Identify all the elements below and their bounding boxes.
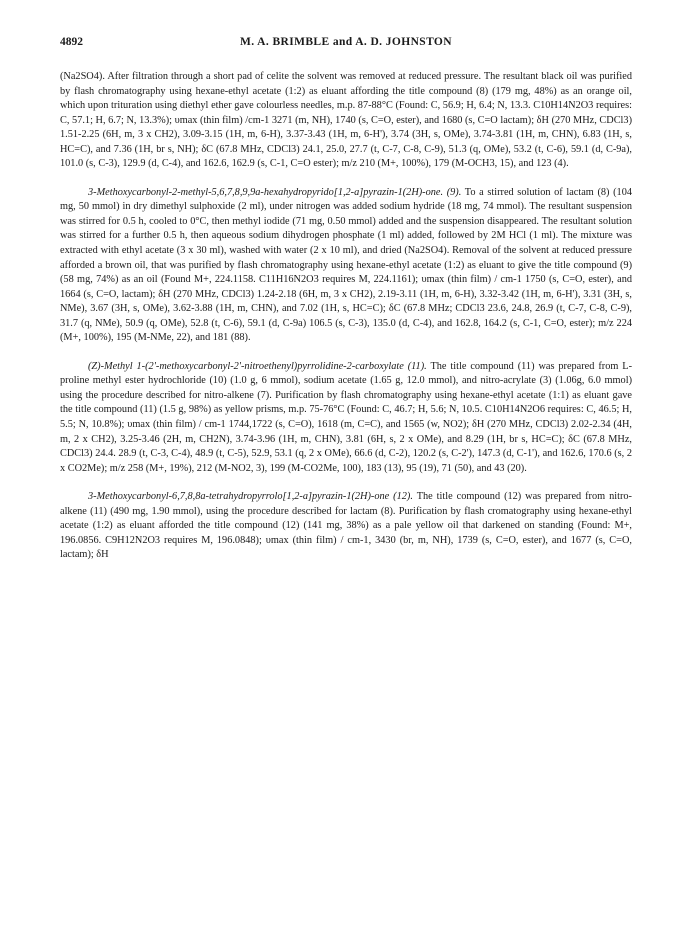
paragraph-compound-12	[60, 490, 632, 563]
paragraph-text: To a stirred solution of lactam (8) (104 mg, 50 mmol) in dry dimethyl sulphoxide (2 ml), under nitrogen was added sodium hydride (18 mg, 74 mmol). The resultant suspension was stirred for 0.5 h, cooled to 0°C, then methyl iodide (71 mg, 0.50 mmol) added and the suspension disappeared. The resultant solution was stirred for a further 0.5 h, then aqueous sodium dihydrogen phosphate (1 ml) added, followed by 2M HCl (1 ml). The mixture was extracted with ethyl acetate (3 x 30 ml), washed with water (2 x 10 ml), and dried (Na2SO4). Removal of the solvent at reduced pressure afforded a brown oil, that was purified by flash chromatography using hexane-ethyl acetate (1:2) as eluant to give the title compound (9) (58 mg, 74%) as an oil (Found M+, 224.1158. C11H16N2O3 requires M, 224.1161); υmax (thin film) / cm-1 1750 (s, C=O, ester), and 1664 (s, C=O, lactam); δH (270 MHz, CDCl3) 1.24-2.18 (6H, m, 3 x CH2), 2.19-3.11 (1H, m, 6-H), 3.32-3.42 (1H, m, 6-H'), 3.31 (3H, s, NMe), 3.67 (3H, s, OMe), 3.62-3.88 (1H, m, CHN), and 7.02 (1H, s, HC=C); δC (67.8 MHz; CDCl3 23.6, 24.8, 26.9 (t, C-7, C-8, C-9), 31.7 (q, NMe), 50.9 (q, OMe), 52.8 (t, C-6), 59.1 (d, C-9a) 106.5 (s, C-3), 135.0 (d, C-4), and 162.8, 164.2 (s, C-1, C=O, ester); m/z 224 (M+, 100%), 195 (M-NMe, 22), and 181 (88).	[60, 186, 632, 344]
paragraph-compound-9	[60, 186, 632, 346]
running-head-authors: M. A. BRIMBLE and A. D. JOHNSTON	[240, 36, 452, 48]
compound-heading: 3-Methoxycarbonyl-2-methyl-5,6,7,8,9,9a-hexahydropyrido[1,2-a]pyrazin-1(2H)-one. (9).	[88, 186, 462, 198]
page-number: 4892	[60, 36, 83, 48]
paragraph-text: (Na2SO4). After filtration through a short pad of celite the solvent was removed at reduced pressure. The resultant black oil was purified by flash chromatography using hexane-ethyl acetate (1:2) as eluant affording the title compound (8) (179 mg, 48%) as an orange oil, which upon trituration using diethyl ether gave colourless needles, m.p. 87-88°C (Found: C, 56.9; H, 6.4; N, 13.3. C10H14N2O3 requires: C, 57.1; H, 6.7; N, 13.3%); υmax (thin film) /cm-1 3271 (m, NH), 1740 (s, C=O, ester), and 1680 (s, C=O lactam); δH (270 MHz, CDCl3) 1.51-2.25 (6H, m, 3 x CH2), 3.09-3.15 (1H, m, 6-H), 3.37-3.43 (1H, m, 6-H'), 3.74 (3H, s, OMe), 3.74-3.81 (1H, m, CHN), 6.83 (1H, s, HC=C), and 7.36 (1H, br s, NH); δC (67.8 MHz, CDCl3) 24.1, 25.0, 27.7 (t, C-7, C-8, C-9), 51.3 (q, OMe), 53.2 (t, C-6), 59.1 (d, C-9a), 101.0 (s, C-3), 129.9 (d, C-4), and 162.6, 162.9 (s, C-1, C=O ester); m/z 210 (M+, 100%), 179 (M-OCH3, 15), and 123 (4).	[60, 71, 632, 170]
running-header	[60, 36, 632, 54]
paragraph-compound-11	[60, 360, 632, 476]
compound-heading: 3-Methoxycarbonyl-6,7,8,8a-tetrahydropyrrolo[1,2-a]pyrazin-1(2H)-one (12).	[88, 491, 413, 503]
paragraph-text: The title compound (11) was prepared from L-proline methyl ester hydrochloride (10) (1.0 g, 6 mmol), sodium acetate (1.65 g, 12.0 mmol), and nitro-acrylate (3) (1.06g, 6.0 mmol) using the procedure described for nitro-alkene (7). Purification by flash chromatography using hexane-ethyl acetate (1:1) as eluant gave the title compound (11) (1.5 g, 98%) as yellow prisms, m.p. 75-76°C (Found: C, 46.7; H, 5.6; N, 10.5. C10H14N2O6 requires: C, 46.5; H, 5.5; N, 10.8%); υmax (thin film) / cm-1 1744,1722 (s, C=O), 1618 (m, C=C), and 1565 (w, NO2); δH (270 MHz, CDCl3) 2.02-2.34 (4H, m, 2 x CH2), 3.25-3.46 (2H, m, CH2N), 3.74-3.96 (1H, m, CHN), 3.81 (6H, s, 2 x OMe), and 8.29 (1H, br s, HC=C); δC (67.8 MHz, CDCl3) 24.4. 28.9 (t, C-3, C-4), 48.9 (t, C-5), 52.9, 53.1 (q, 2 x OMe), 66.6 (d, C-2), 120.2 (s, C-2'), 147.3 (d, C-1'), and 162.6, 170.6 (s, 2 x CO2Me); m/z 258 (M+, 19%), 212 (M-NO2, 3), 199 (M-CO2Me, 100), 183 (13), 95 (19), 71 (50), and 43 (20).	[60, 360, 633, 474]
paragraph-text: The title compound (12) was prepared from nitro-alkene (11) (490 mg, 1.90 mmol), using the procedure described for lactam (8). Purification by flash cromatography using hexane-ethyl acetate (1:2) as eluant afforded the title compound (12) (141 mg, 38%) as a pale yellow oil that darkened on standing (Found: M+, 196.0856. C9H12N2O3 requires M, 196.0848); υmax (thin film) / cm-1, 3430 (br, m, NH), 1739 (s, C=O, ester), and 1677 (s, C=O, lactam); δH	[60, 491, 632, 561]
paragraph-compound-8-continued	[60, 70, 632, 172]
article-body	[60, 70, 632, 563]
compound-heading: (Z)-Methyl 1-(2'-methoxycarbonyl-2'-nitroethenyl)pyrrolidine-2-carboxylate (11).	[88, 360, 427, 372]
